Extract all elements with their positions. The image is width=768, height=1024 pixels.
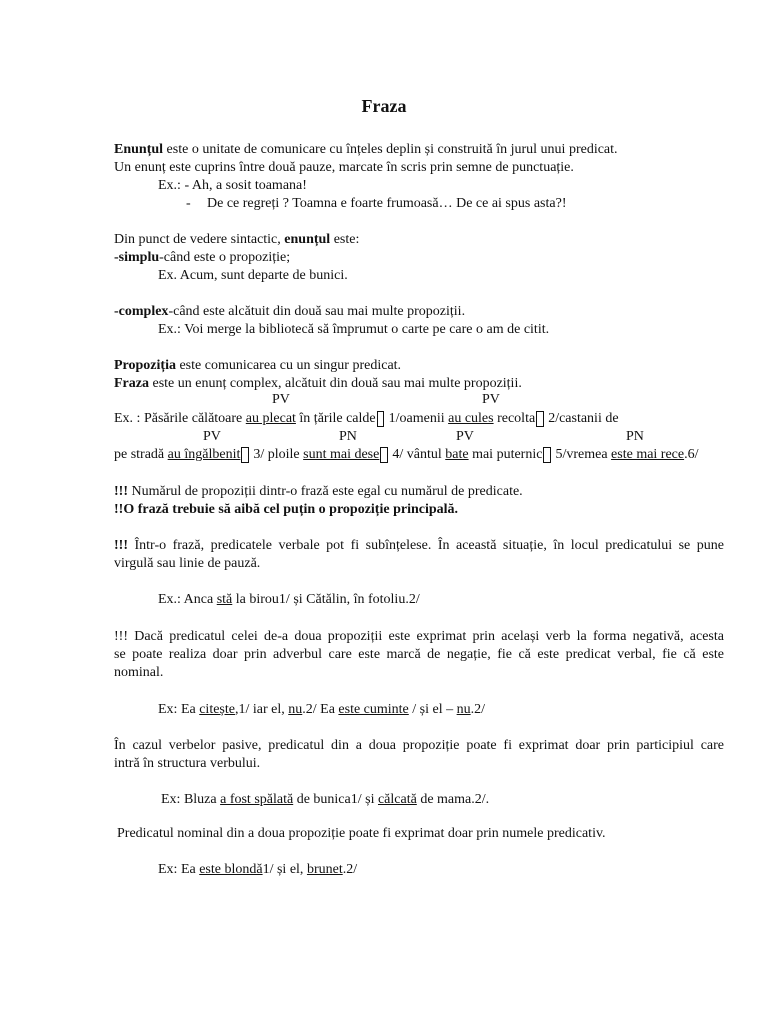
predicate-underline: au cules [448, 411, 494, 426]
example-line: Ex. Acum, sunt departe de bunici. [158, 268, 348, 283]
predicate-underline: nu [456, 702, 471, 717]
term-bold: enunțul [284, 232, 331, 247]
paragraph-line: virgulă sau linie de pauză. [114, 556, 261, 571]
text-span: Ex: Ea [158, 702, 200, 717]
example-line [114, 410, 619, 428]
example-line [158, 591, 420, 609]
clause-boundary-box [241, 447, 249, 463]
predicate-underline: a fost spălată [220, 792, 294, 807]
clause-boundary-box [380, 447, 388, 463]
text-span: 1/oamenii [385, 411, 449, 426]
paragraph-line [114, 249, 290, 267]
term-bold: -simplu [114, 250, 160, 265]
predicate-underline: bate [445, 447, 469, 462]
paragraph-line: nominal. [114, 665, 164, 680]
text-span: Ex: Ea [158, 862, 200, 877]
term-bold: Propoziția [114, 358, 176, 373]
text-span: Într-o frază, predicatele verbale pot fi subînțelese. În această situație, în locul predicatului se pune [128, 538, 724, 553]
text-span: este: [330, 232, 360, 247]
term-bold: !!O frază trebuie să aibă cel puțin o propoziție principală. [114, 502, 459, 517]
text-span: la birou1/ și Cătălin, în fotoliu.2/ [232, 592, 420, 607]
text-span: ,1/ iar el, [234, 702, 289, 717]
text-span: .6/ [684, 447, 699, 462]
list-dash: - [186, 196, 191, 211]
paragraph-line [114, 357, 401, 375]
paragraph-line: Predicatul nominal din a doua propoziție poate fi exprimat doar prin numele predicativ. [117, 826, 606, 841]
clause-boundary-box [543, 447, 551, 463]
predicate-underline: brunet [306, 862, 343, 877]
text-span: Ex: Bluza [161, 792, 221, 807]
predicate-underline: este cuminte [338, 702, 409, 717]
text-span: Numărul de propoziții dintr-o frază este egal cu numărul de predicate. [128, 484, 523, 499]
predicate-label: PV [272, 392, 290, 407]
paragraph-line: se poate realiza doar prin adverbul care este marcă de negație, fie că este predicat verbal, fie că este [114, 647, 724, 662]
predicate-label: PN [626, 429, 644, 444]
term-bold: Fraza [114, 376, 149, 391]
predicate-label: PV [482, 392, 500, 407]
predicate-underline: este mai rece [611, 447, 685, 462]
predicate-underline: citește [199, 702, 235, 717]
text-span: -când este o propoziție; [159, 250, 291, 265]
example-line: Ex.: - Ah, a sosit toamana! [158, 178, 307, 193]
text-span: .2/ [470, 702, 486, 717]
paragraph-line: !!! Dacă predicatul celei de-a doua propoziții este exprimat prin același verb la forma negativă, acesta [114, 629, 724, 644]
example-line [114, 446, 699, 464]
text-span: -când este alcătuit din două sau mai multe propoziții. [168, 304, 466, 319]
term-bold: !!! [114, 538, 128, 553]
text-span: Ex. : Păsările călătoare [114, 411, 246, 426]
text-span: Ex.: Anca [158, 592, 217, 607]
text-span: 2/castanii de [544, 411, 619, 426]
paragraph-line [114, 537, 724, 555]
predicate-underline: au plecat [245, 411, 296, 426]
predicate-label: PV [203, 429, 221, 444]
text-span: .2/ Ea [302, 702, 339, 717]
text-span: pe stradă [114, 447, 168, 462]
term-bold: Enunțul [114, 142, 164, 157]
text-span: este o unitate de comunicare cu înțeles deplin și construită în jurul unui predicat. [163, 142, 618, 157]
paragraph-line: În cazul verbelor pasive, predicatul din a doua propoziție poate fi exprimat doar prin participiul care [114, 738, 724, 753]
example-line [158, 861, 357, 879]
predicate-label: PV [456, 429, 474, 444]
page-title: Fraza [361, 96, 407, 116]
text-span: este un enunț complex, alcătuit din două sau mai multe propoziții. [148, 376, 522, 391]
paragraph-line [114, 501, 458, 519]
term-bold: -complex [114, 304, 169, 319]
text-span: .2/ [342, 862, 358, 877]
text-span: este comunicarea cu un singur predicat. [175, 358, 402, 373]
paragraph-line [114, 303, 465, 321]
example-line [158, 701, 485, 719]
text-span: de bunica1/ și [293, 792, 378, 807]
text-span: în țările calde [295, 411, 376, 426]
clause-boundary-box [536, 411, 544, 427]
text-span: 4/ vântul [388, 447, 446, 462]
paragraph-line [114, 483, 523, 501]
predicate-underline: călcată [377, 792, 417, 807]
clause-boundary-box [377, 411, 385, 427]
predicate-underline: nu [288, 702, 303, 717]
text-span: Din punct de vedere sintactic, [114, 232, 285, 247]
text-span: recolta [493, 411, 536, 426]
text-span: / și el – [408, 702, 457, 717]
term-bold: !!! [114, 484, 128, 499]
text-span: 5/vremea [551, 447, 612, 462]
predicate-underline: au îngălbenit [167, 447, 241, 462]
predicate-underline: stă [216, 592, 233, 607]
example-line [161, 791, 489, 809]
predicate-label: PN [339, 429, 357, 444]
text-span: mai puternic [468, 447, 543, 462]
text-span: 3/ ploile [249, 447, 304, 462]
paragraph-line [114, 375, 522, 393]
example-line: Ex.: Voi merge la bibliotecă să împrumut o carte pe care o am de citit. [158, 322, 550, 337]
text-span: de mama.2/. [416, 792, 490, 807]
predicate-underline: sunt mai dese [303, 447, 380, 462]
text-span: 1/ și el, [262, 862, 307, 877]
paragraph-line: intră în structura verbului. [114, 756, 261, 771]
predicate-underline: este blondă [199, 862, 263, 877]
example-line: De ce regreți ? Toamna e foarte frumoasă… De ce ai spus asta?! [207, 196, 567, 211]
paragraph-line [114, 231, 359, 249]
paragraph-line [114, 141, 618, 159]
paragraph-line: Un enunț este cuprins între două pauze, marcate în scris prin semne de punctuație. [114, 160, 574, 175]
